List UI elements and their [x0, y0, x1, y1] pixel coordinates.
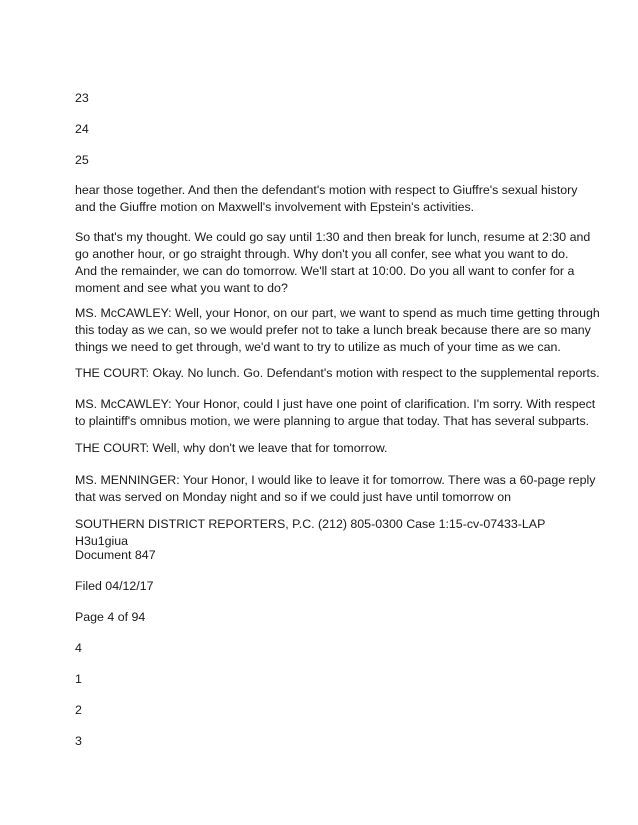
- text-line: MS. MENNINGER: Your Honor, I would like to leave it for tomorrow. There was a 60-page reply: [75, 473, 596, 487]
- text-line: this today as we can, so we would prefer not to take a lunch break because there are so many: [75, 323, 591, 337]
- document-number: Document 847: [75, 548, 156, 562]
- text-line: MS. McCAWLEY: Well, your Honor, on our part, we want to spend as much time getting through: [75, 306, 600, 320]
- transcript-paragraph: [75, 182, 578, 216]
- line-number: 3: [75, 734, 82, 748]
- transcript-paragraph: [75, 229, 591, 297]
- reporter-line: SOUTHERN DISTRICT REPORTERS, P.C. (212) 805-0300 Case 1:15-cv-07433-LAP H3u1giua: [75, 517, 546, 548]
- transcript-paragraph: [75, 365, 600, 382]
- line-number: 25: [75, 153, 89, 167]
- line-number: 23: [75, 91, 89, 105]
- line-number: 4: [75, 641, 82, 655]
- line-number: 24: [75, 122, 89, 136]
- text-line: MS. McCAWLEY: Your Honor, could I just have one point of clarification. I'm sorry. With respect: [75, 397, 596, 411]
- filed-date: Filed 04/12/17: [75, 579, 154, 593]
- text-line: go another hour, or go straight through. Why don't you all confer, see what you want to do.: [75, 247, 569, 261]
- text-line: THE COURT: Okay. No lunch. Go. Defendant's motion with respect to the supplemental reports.: [75, 366, 600, 380]
- transcript-paragraph: [75, 305, 600, 356]
- page-indicator: Page 4 of 94: [75, 610, 146, 624]
- text-line: moment and see what you want to do?: [75, 281, 288, 295]
- transcript-paragraph: [75, 472, 596, 506]
- text-line: that was served on Monday night and so if we could just have until tomorrow on: [75, 490, 511, 504]
- text-line: and the Giuffre motion on Maxwell's involvement with Epstein's activities.: [75, 200, 475, 214]
- text-line: And the remainder, we can do tomorrow. We'll start at 10:00. Do you all want to confer for a: [75, 264, 575, 278]
- line-number: 2: [75, 703, 82, 717]
- text-line: to plaintiff's omnibus motion, we were planning to argue that today. That has several subparts.: [75, 414, 590, 428]
- text-line: So that's my thought. We could go say until 1:30 and then break for lunch, resume at 2:30 and: [75, 230, 591, 244]
- transcript-paragraph: [75, 440, 575, 457]
- text-line: things we need to get through, we'd want to try to utilize as much of your time as we can.: [75, 340, 561, 354]
- line-number: 1: [75, 672, 82, 686]
- transcript-paragraph: [75, 396, 596, 430]
- text-line: THE COURT: Well, why don't we leave that for tomorrow.: [75, 441, 388, 455]
- text-line: hear those together. And then the defendant's motion with respect to Giuffre's sexual history: [75, 183, 578, 197]
